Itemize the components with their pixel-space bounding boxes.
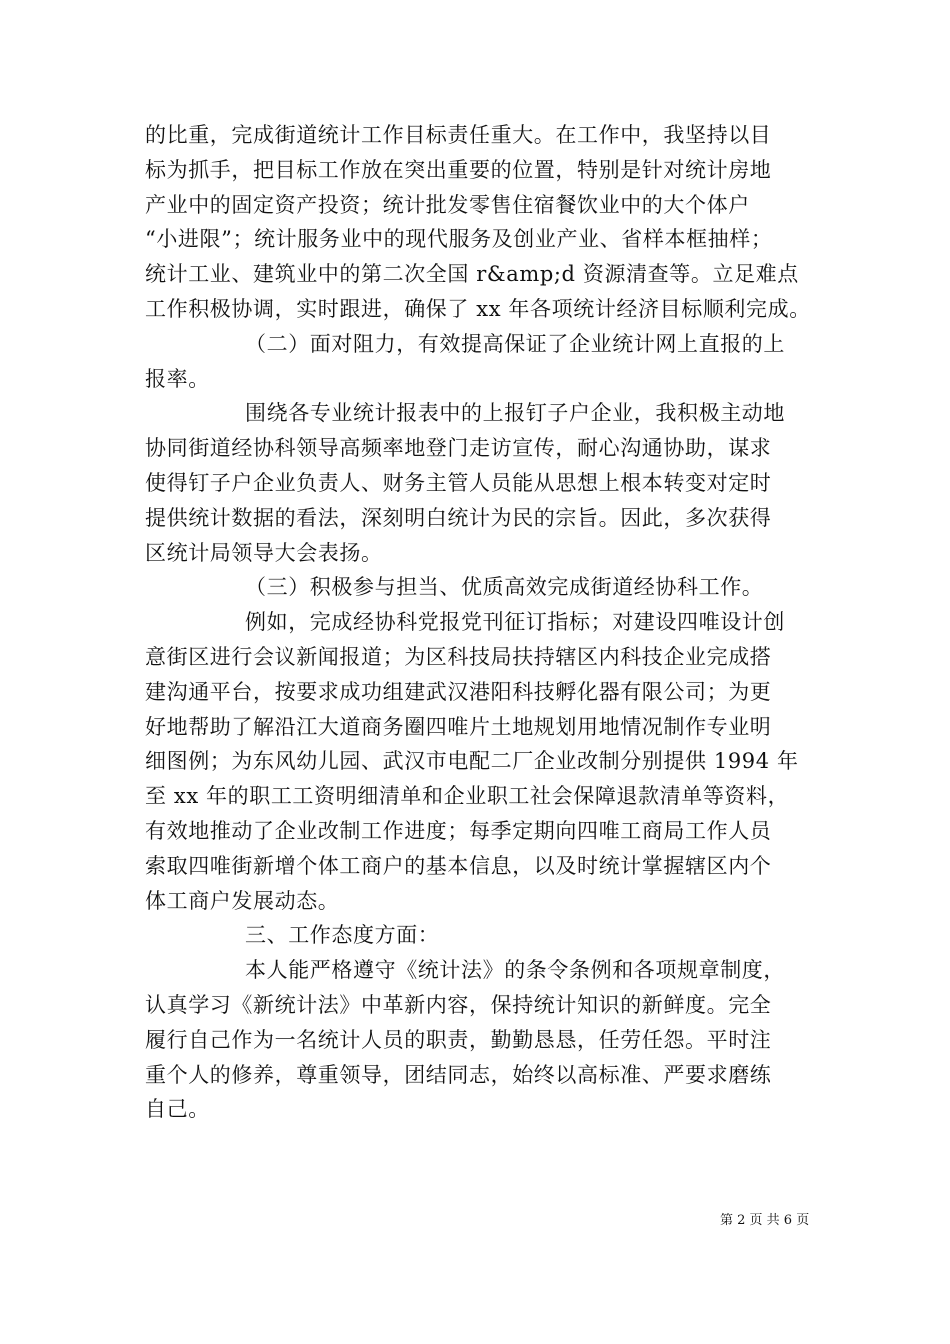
text-line: 协同街道经协科领导高频率地登门走访宣传，耐心沟通协助，谋求 <box>145 436 772 461</box>
text-line: 履行自己作为一名统计人员的职责，勤勤恳恳，任劳任怨。平时注 <box>145 1027 772 1052</box>
text-line: 自己。 <box>145 1097 210 1122</box>
text-line: 报率。 <box>145 366 210 391</box>
text-line: 体工商户发展动态。 <box>145 888 340 913</box>
text-line: 细图例；为东风幼儿园、武汉市电配二厂企业改制分别提供 1994 年 <box>145 749 799 774</box>
text-line: “小进限”；统计服务业中的现代服务及创业产业、省样本框抽样； <box>145 227 773 252</box>
section-heading-work-attitude: 三、工作态度方面： <box>245 923 440 948</box>
paragraph-start: 例如，完成经协科党报党刊征订指标；对建设四唯设计创 <box>245 610 785 635</box>
paragraph-start: 围绕各专业统计报表中的上报钉子户企业，我积极主动地 <box>245 401 785 426</box>
text-line: 产业中的固定资产投资；统计批发零售住宿餐饮业中的大个体户 <box>145 192 750 217</box>
text-line: 区统计局领导大会表扬。 <box>145 540 383 565</box>
text-line: 好地帮助了解沿江大道商务圈四唯片土地规划用地情况制作专业明 <box>145 714 772 739</box>
text-line: 的比重，完成街道统计工作目标责任重大。在工作中，我坚持以目 <box>145 123 772 147</box>
text-line: 有效地推动了企业改制工作进度；每季定期向四唯工商局工作人员 <box>145 818 772 843</box>
section-heading-2: （二）面对阻力，有效提高保证了企业统计网上直报的上 <box>245 331 785 356</box>
page-number: 第 2 页 共 6 页 <box>720 1213 810 1228</box>
text-line: 工作积极协调，实时跟进，确保了 xx 年各项统计经济目标顺利完成。 <box>145 296 811 321</box>
text-line: 意街区进行会议新闻报道；为区科技局扶持辖区内科技企业完成搭 <box>145 644 772 669</box>
section-heading-3: （三）积极参与担当、优质高效完成街道经协科工作。 <box>245 575 764 600</box>
text-line: 使得钉子户企业负责人、财务主管人员能从思想上根本转变对定时 <box>145 470 772 495</box>
text-line: 重个人的修养，尊重领导，团结同志，始终以高标准、严要求磨练 <box>145 1062 772 1087</box>
text-line: 建沟通平台，按要求成功组建武汉港阳科技孵化器有限公司；为更 <box>145 679 772 704</box>
text-line: 提供统计数据的看法，深刻明白统计为民的宗旨。因此，多次获得 <box>145 505 772 530</box>
text-line: 标为抓手，把目标工作放在突出重要的位置，特别是针对统计房地 <box>145 157 772 182</box>
paragraph-start: 本人能严格遵守《统计法》的条令条例和各项规章制度， <box>245 958 785 983</box>
text-line: 索取四唯街新增个体工商户的基本信息，以及时统计掌握辖区内个 <box>145 853 772 878</box>
document-body <box>145 118 815 1127</box>
text-line: 至 xx 年的职工工资明细清单和企业职工社会保障退款清单等资料， <box>145 784 790 809</box>
text-line: 统计工业、建筑业中的第二次全国 r&amp;d 资源清查等。立足难点 <box>145 262 799 287</box>
text-line: 认真学习《新统计法》中革新内容，保持统计知识的新鲜度。完全 <box>145 992 772 1017</box>
